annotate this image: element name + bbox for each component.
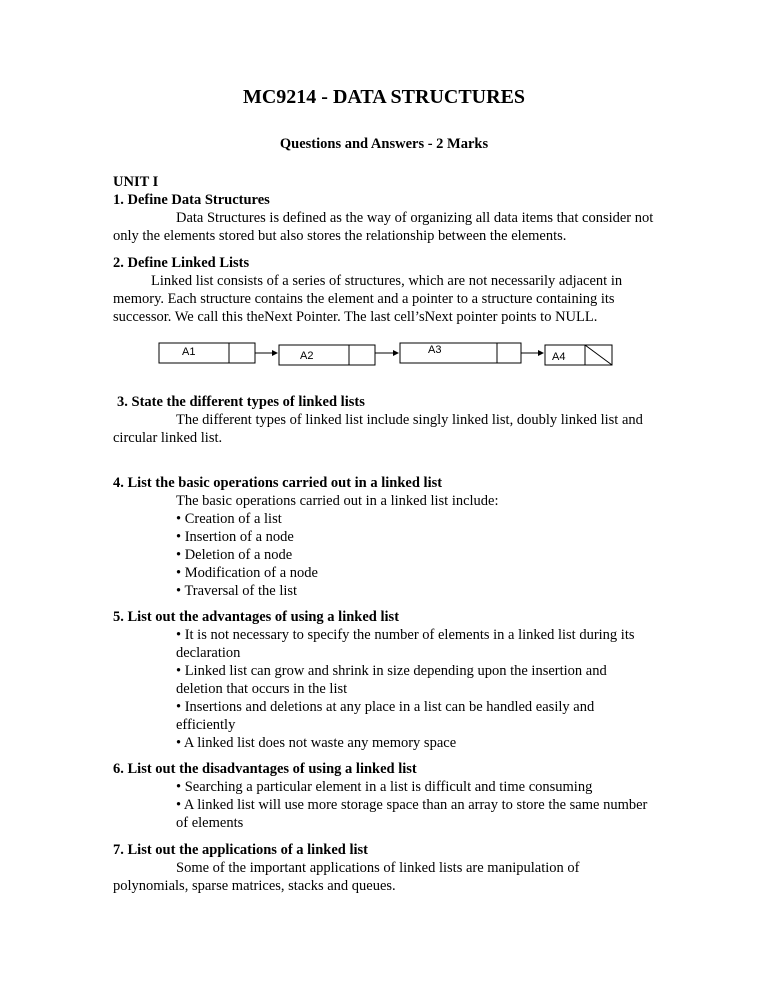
q4-heading: 4. List the basic operations carried out in a linked list <box>113 475 443 491</box>
q7-line: polynomials, sparse matrices, stacks and queues. <box>113 878 396 894</box>
node-label: A2 <box>300 350 314 362</box>
list-item: • Modification of a node <box>176 565 318 581</box>
q2-heading: 2. Define Linked Lists <box>113 255 250 271</box>
q2-line: Linked list consists of a series of structures, which are not necessarily adjacent in <box>151 273 623 289</box>
node-label: A4 <box>552 351 566 363</box>
document-subtitle: Questions and Answers - 2 Marks <box>279 136 489 152</box>
list-item: • Creation of a list <box>176 511 282 527</box>
node-a2 <box>279 345 375 365</box>
linked-list-svg <box>158 342 613 366</box>
node-a3 <box>400 343 521 363</box>
linked-list-diagram <box>158 342 613 366</box>
q5-line: declaration <box>176 645 241 661</box>
q7-line: Some of the important applications of linked lists are manipulation of <box>176 860 580 876</box>
q6-heading: 6. List out the disadvantages of using a linked list <box>113 761 417 777</box>
document-title: MC9214 - DATA STRUCTURES <box>242 86 526 108</box>
section-q7 <box>113 841 658 895</box>
q5-line: deletion that occurs in the list <box>176 681 348 697</box>
node-label: A1 <box>182 346 196 358</box>
q7-heading: 7. List out the applications of a linked list <box>113 842 368 858</box>
q3-line: circular linked list. <box>113 430 223 446</box>
node-label: A3 <box>428 344 442 356</box>
q5-line: • Insertions and deletions at any place in a list can be handled easily and <box>176 699 595 715</box>
q5-line: • It is not necessary to specify the number of elements in a linked list during its <box>176 627 635 643</box>
q2-line: memory. Each structure contains the element and a pointer to a structure containing its <box>113 291 615 307</box>
node-a4 <box>545 345 612 365</box>
q1-heading: 1. Define Data Structures <box>113 192 270 208</box>
list-item: • Traversal of the list <box>176 583 298 599</box>
q3-heading: 3. State the different types of linked lists <box>117 394 365 410</box>
q1-line: only the elements stored but also stores the relationship between the elements. <box>113 228 567 244</box>
q5-line: efficiently <box>176 717 236 733</box>
q5-line: • Linked list can grow and shrink in size depending upon the insertion and <box>176 663 607 679</box>
q2-line: successor. We call this theNext Pointer. The last cell’sNext pointer points to NULL. <box>113 309 598 325</box>
q4-intro: The basic operations carried out in a linked list include: <box>176 493 499 509</box>
null-pointer-mark <box>585 345 612 365</box>
q1-line: Data Structures is defined as the way of organizing all data items that consider not <box>176 210 654 226</box>
section-q6 <box>113 760 658 832</box>
section-q3 <box>113 393 658 447</box>
section-q2 <box>113 254 658 326</box>
section-q5 <box>113 608 658 752</box>
q5-heading: 5. List out the advantages of using a linked list <box>113 609 400 625</box>
q3-line: The different types of linked list include singly linked list, doubly linked list and <box>176 412 643 428</box>
list-item: • Insertion of a node <box>176 529 294 545</box>
q5-line: • A linked list does not waste any memory space <box>176 735 457 751</box>
unit-heading: UNIT I <box>113 174 159 190</box>
q6-line: of elements <box>176 815 244 831</box>
list-item: • Deletion of a node <box>176 547 293 563</box>
section-q1 <box>113 173 658 245</box>
q6-line: • A linked list will use more storage space than an array to store the same number <box>176 797 648 813</box>
q6-line: • Searching a particular element in a list is difficult and time consuming <box>176 779 593 795</box>
node-a1 <box>159 343 255 363</box>
section-q4 <box>113 474 658 600</box>
